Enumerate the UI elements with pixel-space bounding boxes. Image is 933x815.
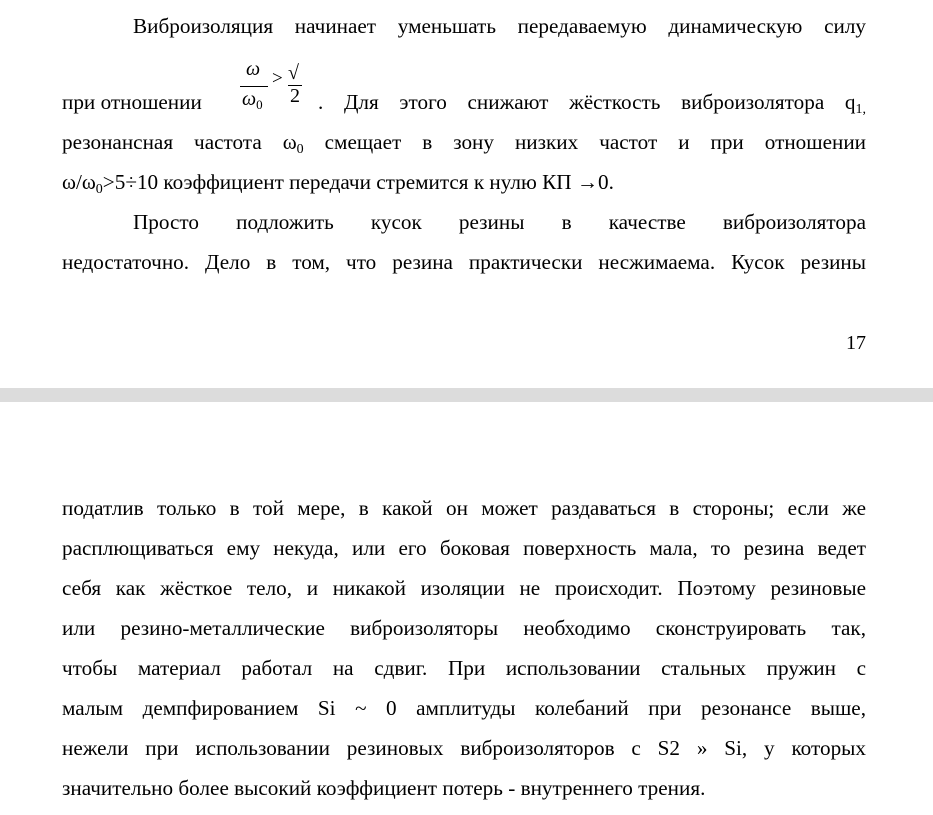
paragraph-line: или резино-металлические виброизоляторы необходимо сконструировать так, (62, 616, 866, 640)
paragraph-line: Виброизоляция начинает уменьшать передаваемую динамическую силу (133, 14, 866, 38)
paragraph-line: значительно более высокий коэффициент потерь - внутреннего трения. (62, 776, 706, 800)
document-page-17 (0, 0, 933, 388)
page-separator (0, 388, 933, 402)
page-number: 17 (846, 332, 866, 354)
paragraph-line: Просто подложить кусок резины в качестве виброизолятора (133, 210, 866, 234)
paragraph-line-end: . Для этого снижают жёсткость виброизолятора $q_{1,}$ (318, 90, 866, 117)
formula-relation: > (272, 68, 283, 89)
paragraph-line-start: при отношении (62, 90, 202, 114)
paragraph-line: себя как жёсткое тело, и никакой изоляции не происходит. Поэтому резиновые (62, 576, 866, 600)
paragraph-line: чтобы материал работал на сдвиг. При использовании стальных пружин с (62, 656, 866, 680)
formula-denominator: $\omega_0$ (242, 88, 263, 112)
document-page-18 (0, 402, 933, 815)
paragraph-line: резонансная частота $\omega_0$ смещает в зону низких частот и при отношении (62, 130, 866, 157)
paragraph-line: податлив только в той мере, в какой он может раздаваться в стороны; если же (62, 496, 866, 520)
paragraph-line: недостаточно. Дело в том, что резина практически несжимаема. Кусок резины (62, 250, 866, 274)
paragraph-line: расплющиваться ему некуда, или его боковая поверхность мала, то резина ведет (62, 536, 866, 560)
paragraph-line: нежели при использовании резиновых виброизоляторов с S2 » Si, у которых (62, 736, 866, 760)
paragraph-line: $\omega/\omega_0>5\div 10$ коэффициент передачи стремится к нулю КП →0. (62, 170, 614, 197)
formula-sqrt: √2 (288, 62, 300, 107)
formula-numerator: ω (246, 58, 261, 80)
paragraph-line: малым демпфированием Si ~ 0 амплитуды колебаний при резонансе выше, (62, 696, 866, 720)
fraction-bar (240, 86, 268, 87)
